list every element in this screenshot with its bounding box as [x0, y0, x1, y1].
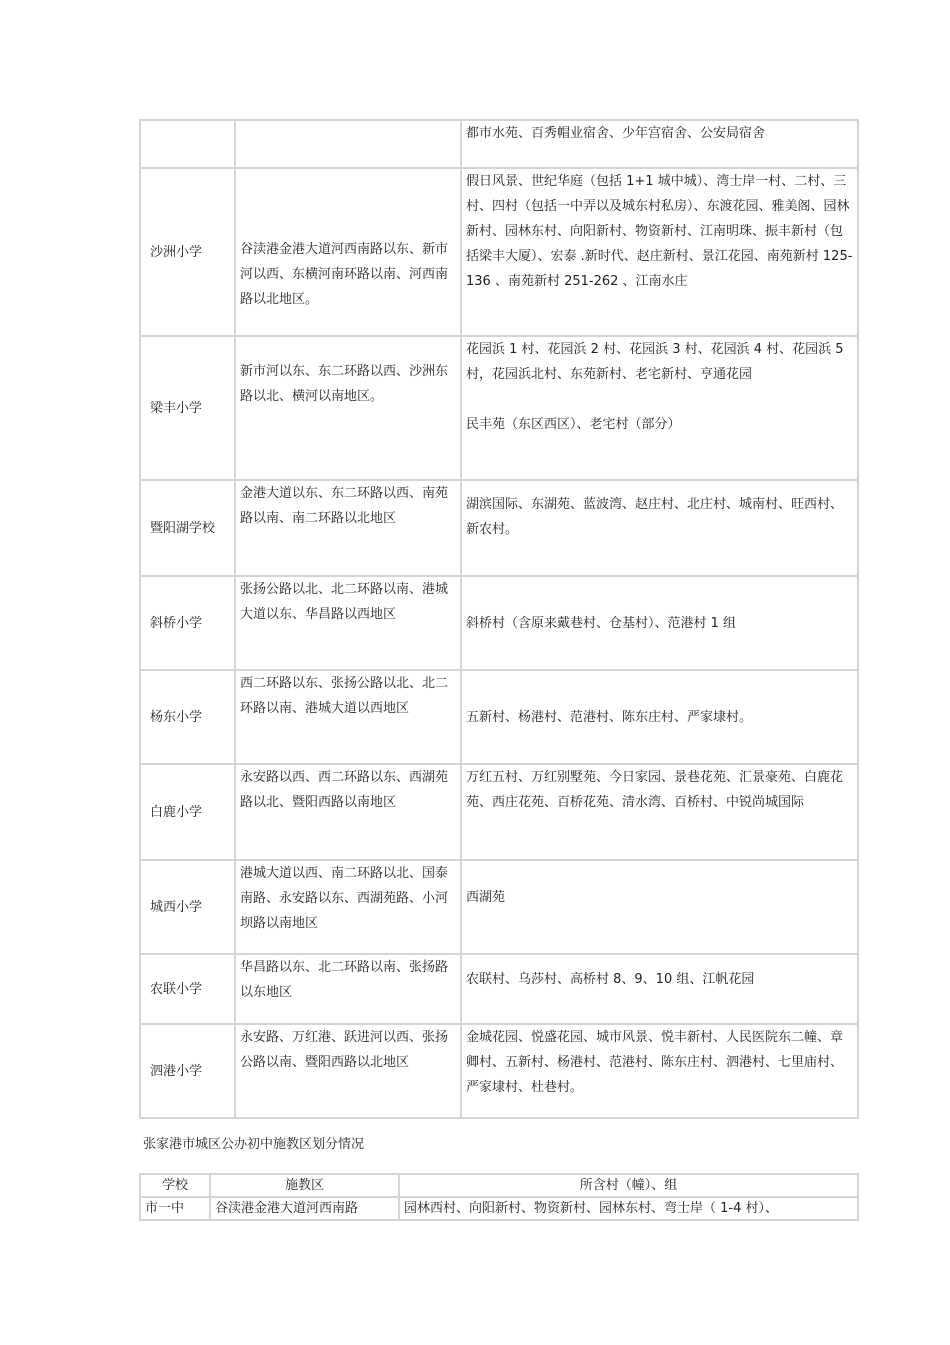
- area-cell: 假日风景、世纪华庭（包括 1+1 城中城）、湾士岸一村、二村、三村、四村（包括一中弄以及城东村私房）、东渡花园、雅美阁、园林新村、园林东村、向阳新村、物资新村、江南明珠、振丰新村（包括梁丰大厦）、宏泰 .新时代、赵庄新村、景江花园、南苑新村 125-136 、南苑新村 251-262 、江南水庄: [461, 168, 858, 336]
- area-cell: 金城花园、悦盛花园、城市风景、悦丰新村、人民医院东二幢、章卿村、五新村、杨港村、范港村、陈东庄村、泗港村、七里庙村、严家埭村、杜巷村。: [461, 1024, 858, 1118]
- zone-cell: [235, 120, 461, 168]
- school-cell: 市一中: [140, 1197, 210, 1220]
- area-cell: [461, 954, 858, 1024]
- zone-cell: [235, 336, 461, 480]
- area-cell: 都市水苑、百秀帽业宿舍、少年宫宿舍、公安局宿舍: [461, 120, 858, 168]
- zone-cell: 港城大道以西、南二环路以北、国泰南路、永安路以东、西湖苑路、小河坝路以南地区: [235, 860, 461, 954]
- area-text: 农联村、乌莎村、高桥村 8、9、10 组、江帆花园: [466, 972, 755, 987]
- school-cell: 杨东小学: [140, 670, 235, 764]
- column-header: 所含村（幢）、组: [399, 1174, 858, 1197]
- table-row: [140, 954, 858, 1024]
- zone-cell: 谷渎港金港大道河西南路: [210, 1197, 399, 1220]
- zone-cell: [235, 168, 461, 336]
- zone-text: 新市河以东、东二环路以西、沙洲东路以北、横河以南地区。: [240, 364, 449, 404]
- table-row: [140, 1024, 858, 1118]
- area-text: 西湖苑: [466, 890, 506, 905]
- zone-cell: 张扬公路以北、北二环路以南、港城大道以东、华昌路以西地区: [235, 576, 461, 670]
- area-cell: 万红五村、万红别墅苑、今日家园、景巷花苑、汇景豪苑、白鹿花苑、西庄花苑、百桥花苑、清水湾、百桥村、中锐尚城国际: [461, 764, 858, 860]
- table-row: [140, 480, 858, 576]
- school-cell: 沙洲小学: [140, 168, 235, 336]
- zone-cell: 金港大道以东、东二环路以西、南苑路以南、南二环路以北地区: [235, 480, 461, 576]
- area-cell: 园林西村、向阳新村、物资新村、园林东村、弯士岸（ 1-4 村）、: [399, 1197, 858, 1220]
- zone-cell: 西二环路以东、张扬公路以北、北二环路以南、港城大道以西地区: [235, 670, 461, 764]
- area-cell: [461, 336, 858, 480]
- zone-cell: 华昌路以东、北二环路以南、张扬路以东地区: [235, 954, 461, 1024]
- table-row: [140, 1197, 858, 1220]
- area-text: 湖滨国际、东湖苑、蓝波湾、赵庄村、北庄村、城南村、旺西村、新农村。: [466, 497, 844, 537]
- school-cell: 农联小学: [140, 954, 235, 1024]
- area-cell: 斜桥村（含原来戴巷村、仓基村）、范港村 1 组: [461, 576, 858, 670]
- school-cell: 梁丰小学: [140, 336, 235, 480]
- zone-text: 谷渎港金港大道河西南路以东、新市河以西、东横河南环路以南、河西南路以北地区。: [240, 242, 449, 307]
- table-row: [140, 168, 858, 336]
- table-header-row: [140, 1174, 858, 1197]
- zone-cell: 永安路以西、西二环路以东、西湖苑路以北、暨阳西路以南地区: [235, 764, 461, 860]
- table-row: [140, 860, 858, 954]
- table-row: [140, 336, 858, 480]
- zone-cell: 永安路、万红港、跃进河以西、张扬公路以南、暨阳西路以北地区: [235, 1024, 461, 1118]
- table-row: [140, 576, 858, 670]
- section-caption: 张家港市城区公办初中施教区划分情况: [143, 1137, 365, 1152]
- table-row: [140, 120, 858, 168]
- area-cell: 五新村、杨港村、范港村、陈东庄村、严家埭村。: [461, 670, 858, 764]
- school-cell: 城西小学: [140, 860, 235, 954]
- school-cell: 斜桥小学: [140, 576, 235, 670]
- middle-school-zone-table: [139, 1173, 859, 1221]
- table-row: [140, 764, 858, 860]
- column-header: 学校: [140, 1174, 210, 1197]
- area-cell: [461, 860, 858, 954]
- school-cell: 白鹿小学: [140, 764, 235, 860]
- school-cell: [140, 120, 235, 168]
- area-text: 花园浜 1 村、花园浜 2 村、花园浜 3 村、花园浜 4 村、花园浜 5 村，花园浜北村、东苑新村、老宅新村、亨通花园: [466, 342, 844, 382]
- school-cell: 暨阳湖学校: [140, 480, 235, 576]
- column-header: 施教区: [210, 1174, 399, 1197]
- school-cell: 泗港小学: [140, 1024, 235, 1118]
- primary-school-zone-table: [139, 119, 859, 1119]
- area-cell: [461, 480, 858, 576]
- table-row: [140, 670, 858, 764]
- area-text: 民丰苑（东区西区）、老宅村（部分）: [466, 417, 681, 432]
